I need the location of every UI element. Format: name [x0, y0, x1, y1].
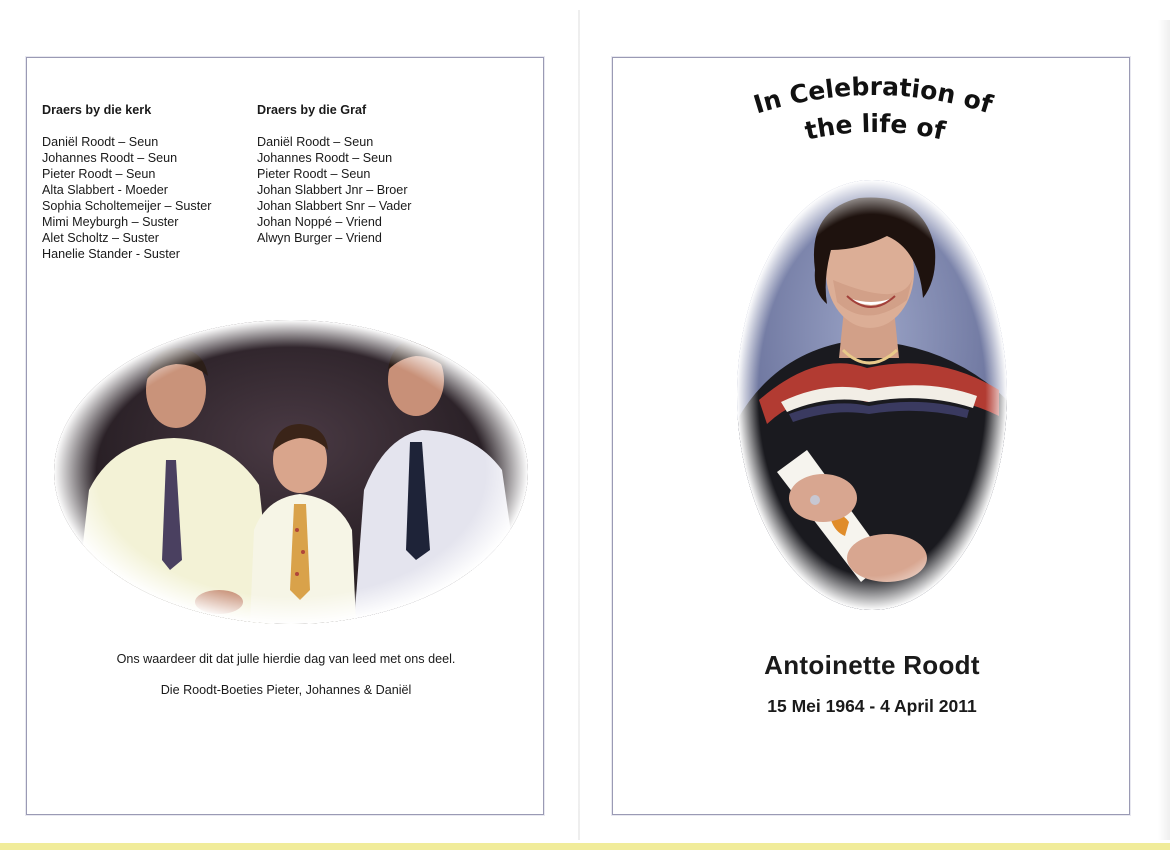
bearer-name: Johan Noppé – Vriend — [257, 215, 382, 229]
bearer-name: Johannes Roodt – Seun — [257, 151, 393, 165]
svg-text:the life of — [802, 109, 949, 146]
bearer-name: Pieter Roodt – Seun — [42, 167, 156, 181]
thanks-message: Ons waardeer dit dat julle hierdie dag van leed met ons deel. — [116, 652, 456, 666]
life-dates: 15 Mei 1964 - 4 April 2011 — [767, 696, 977, 716]
title-line-2: the life of — [802, 108, 948, 146]
brothers-photo — [54, 320, 528, 624]
bearer-name: Hanelie Stander - Suster — [42, 247, 180, 261]
bearer-name: Alwyn Burger – Vriend — [257, 231, 382, 245]
deceased-name: Antoinette Roodt — [764, 650, 980, 680]
left-page — [26, 57, 544, 815]
bearer-name: Daniël Roodt – Seun — [42, 135, 159, 149]
bearer-name: Alta Slabbert - Moeder — [42, 183, 168, 197]
scan-bottom-strip — [0, 843, 1170, 850]
bearer-name: Daniël Roodt – Seun — [257, 135, 374, 149]
title-line-1: In Celebration of — [750, 71, 996, 120]
portrait-photo — [737, 180, 1007, 610]
bearer-name: Alet Scholtz – Suster — [42, 231, 159, 245]
bearer-name: Johannes Roodt – Seun — [42, 151, 178, 165]
grave-bearers-heading: Draers by die Graf — [257, 103, 367, 117]
bearer-name: Pieter Roodt – Seun — [257, 167, 371, 181]
church-bearers-list — [42, 102, 211, 262]
title-arc — [613, 58, 1131, 178]
bearer-name: Johan Slabbert Snr – Vader — [257, 199, 412, 213]
booklet-fold — [578, 10, 580, 840]
church-bearers-heading: Draers by die kerk — [42, 103, 152, 117]
bearer-name: Sophia Scholtemeijer – Suster — [42, 199, 212, 213]
right-page — [612, 57, 1130, 815]
sheet-edge — [1158, 20, 1170, 840]
grave-bearers-list — [257, 102, 412, 246]
sons-signature: Die Roodt-Boeties Pieter, Johannes & Daniël — [160, 683, 412, 697]
bearer-name: Johan Slabbert Jnr – Broer — [257, 183, 408, 197]
bearer-name: Mimi Meyburgh – Suster — [42, 215, 179, 229]
